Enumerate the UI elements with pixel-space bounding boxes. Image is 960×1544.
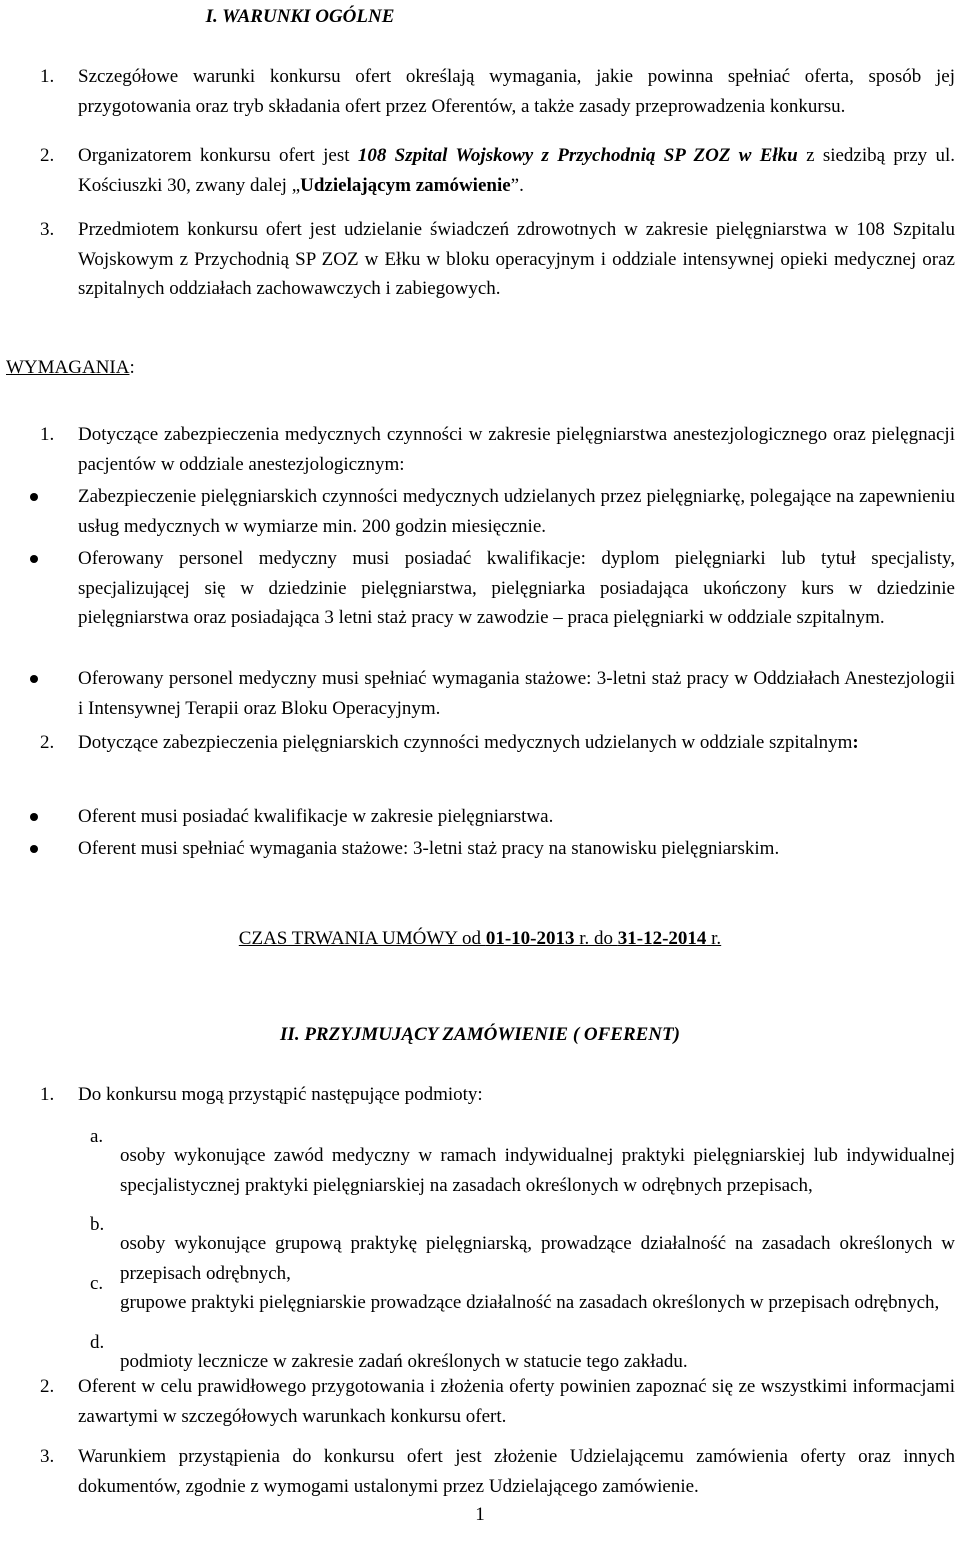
item-number: 2. — [40, 145, 55, 166]
section-1-title: I. WARUNKI OGÓLNE — [205, 6, 395, 27]
requirement-1-bullet: Oferowany personel medyczny musi posiadać kwalifikacje: dyplom pielęgniarki lub tytuł specjalisty, specjalizującej się w dziedzinie pielęgniarstwa, pielęgniarka posiadająca ukończony kurs w dziedzinie pielęgniarstwa oraz posiadająca 3 letni staż pracy w zawodzie – praca pielęgniarki w oddziale szpitalnym. — [78, 544, 955, 633]
item-number: 3. — [40, 219, 55, 240]
general-condition-2 — [40, 141, 955, 200]
item-text: Warunkiem przystąpienia do konkursu ofert jest złożenie Udzielającemu zamówienia oferty oraz innych dokumentów, zgodnie z wymogami ustalonymi przez Udzielającego zamówienie. — [78, 1446, 955, 1497]
item-text-post: ”. — [510, 174, 524, 196]
item-text: Do konkursu mogą przystąpić następujące podmioty: — [78, 1084, 483, 1105]
requirement-1-bullet: Zabezpieczenie pielęgniarskich czynności medycznych udzielanych przez pielęgniarkę, polegające na zapewnieniu usług medycznych w wymiarze min. 200 godzin miesięcznie. — [78, 482, 955, 541]
general-condition-3 — [40, 215, 955, 304]
contractor-item-1 — [40, 1080, 955, 1110]
eligible-entity-b: b. osoby wykonujące grupową praktykę pielęgniarską, prowadzące działalność na zasadach określonych w przepisach odrębnych, — [90, 1214, 955, 1284]
requirement-2-bullet: Oferent musi posiadać kwalifikacje w zakresie pielęgniarstwa. — [78, 802, 955, 832]
contractor-item-3 — [40, 1442, 955, 1501]
bullet-icon — [30, 493, 38, 501]
eligible-entity-c: c. grupowe praktyki pielęgniarskie prowadzące działalność na zasadach określonych w przepisach odrębnych, — [90, 1273, 940, 1313]
item-number: 1. — [40, 424, 55, 445]
start-date: 01-10-2013 — [485, 928, 575, 949]
eligible-entity-d: d. podmioty lecznicze w zakresie zadań określonych w statucie tego zakładu. — [90, 1332, 688, 1372]
item-text: Dotyczące zabezpieczenia pielęgniarskich czynności medycznych udzielanych w oddziale szpitalnym — [78, 732, 853, 753]
end-date: 31-12-2014 — [617, 928, 707, 949]
organizer-name: 108 Szpital Wojskowy z Przychodnią SP ZOZ w Ełku — [357, 145, 798, 166]
general-condition-1 — [40, 62, 955, 121]
item-text: Oferent w celu prawidłowego przygotowania i złożenia oferty powinien zapoznać się ze wszystkimi informacjami zawartymi w szczegółowych warunkach konkursu ofert. — [78, 1376, 955, 1427]
bullet-icon — [30, 813, 38, 821]
bullet-icon — [30, 845, 38, 853]
requirement-2: 2. Dotyczące zabezpieczenia pielęgniarskich czynności medycznych udzielanych w oddziale szpitalnym: — [40, 728, 955, 758]
item-text: Szczegółowe warunki konkursu ofert określają wymagania, jakie powinna spełniać oferta, sposób jej przygotowania oraz tryb składania ofert przez Oferentów, a także zasady przeprowadzenia konkursu. — [78, 66, 955, 117]
item-text-pre: Organizatorem konkursu ofert jest — [78, 145, 358, 166]
requirement-2-bullet: Oferent musi spełniać wymagania stażowe: 3-letni staż pracy na stanowisku pielęgniarskim. — [78, 834, 955, 864]
item-number: 2. — [40, 1376, 55, 1397]
item-number: 1. — [40, 1084, 55, 1105]
item-number: 1. — [40, 66, 55, 87]
section-2-title: II. PRZYJMUJĄCY ZAMÓWIENIE ( OFERENT) — [280, 1024, 680, 1045]
requirements-heading: WYMAGANIA: — [6, 357, 135, 378]
requirement-1-bullet: Oferowany personel medyczny musi spełniać wymagania stażowe: 3-letni staż pracy w Oddziałach Anestezjologii i Intensywnej Terapii oraz Bloku Operacyjnym. — [78, 664, 955, 723]
bullet-icon — [30, 555, 38, 563]
item-text: Przedmiotem konkursu ofert jest udzielanie świadczeń zdrowotnych w zakresie pielęgniarstwa w 108 Szpitalu Wojskowym z Przychodnią SP ZOZ w Ełku w bloku operacyjnym i oddziale intensywnej opieki medycznej oraz szpitalnych oddziałach zachowawczych i zabiegowych. — [78, 219, 955, 299]
bullet-icon — [30, 675, 38, 683]
item-number: 3. — [40, 1446, 55, 1467]
section-1-body — [40, 62, 955, 304]
eligible-entity-a: a. osoby wykonujące zawód medyczny w ramach indywidualnej praktyki pielęgniarskiej lub indywidualnej specjalistycznej praktyki pielęgniarskiej na zasadach określonych w odrębnych przepisach, — [90, 1126, 955, 1196]
requirement-1 — [40, 420, 955, 479]
ordering-party-name: Udzielającym zamówienie — [300, 174, 511, 196]
contract-duration: CZAS TRWANIA UMÓWY od 01-10-2013 r. do 31-12-2014 r. — [238, 928, 722, 949]
item-number: 2. — [40, 732, 55, 753]
contractor-item-2 — [40, 1372, 955, 1431]
item-text-mid: z siedzibą przy ul. Kościuszki 30, zwany dalej „ — [78, 145, 955, 196]
item-text: Dotyczące zabezpieczenia medycznych czynności w zakresie pielęgniarstwa anestezjologicznego oraz pielęgnacji pacjentów w oddziale anestezjologicznym: — [78, 424, 955, 475]
page-number: 1 — [475, 1504, 485, 1525]
